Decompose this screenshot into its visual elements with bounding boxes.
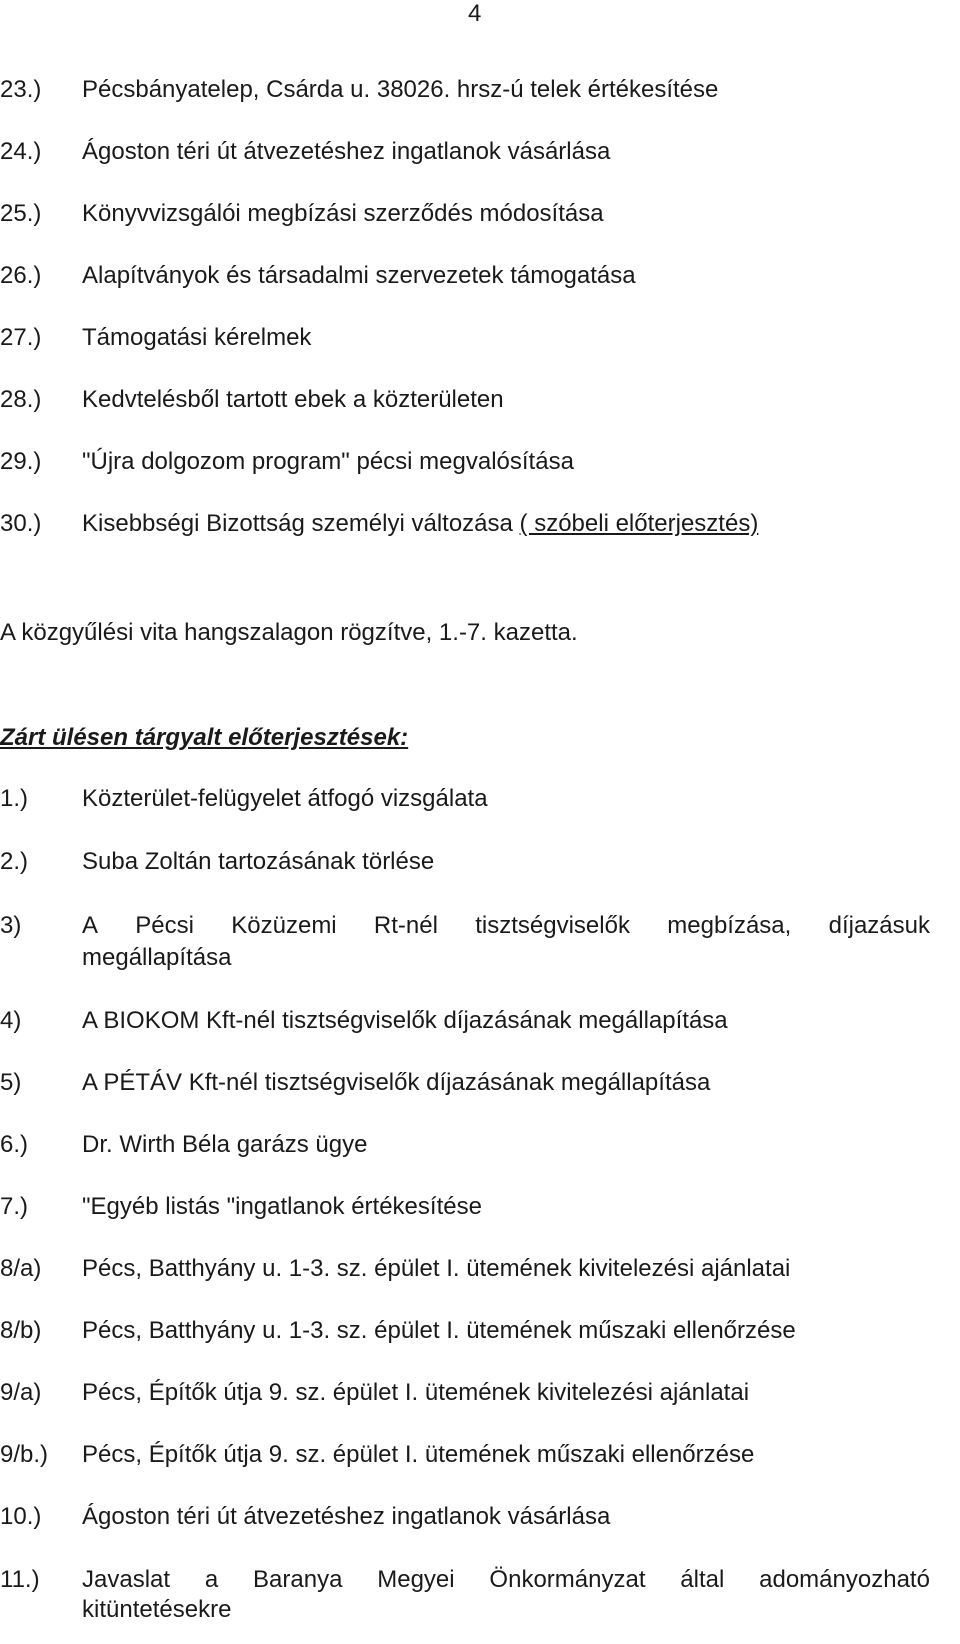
item-number: 7.) [0, 1193, 29, 1220]
item-number: 3) [0, 912, 22, 939]
item-text: Pécs, Batthyány u. 1-3. sz. épület I. ütemének műszaki ellenőrzése [82, 1317, 796, 1344]
item-text-line [82, 912, 930, 940]
item-text [82, 510, 758, 538]
item-text: Ágoston téri út átvezetéshez ingatlanok vásárlása [82, 138, 611, 165]
item-number: 11.) [0, 1566, 40, 1593]
item-text: Támogatási kérelmek [82, 324, 312, 351]
item-number: 10.) [0, 1503, 42, 1530]
word: Rt-nél [373, 912, 438, 939]
item-number: 29.) [0, 448, 42, 475]
word: díjazásuk [828, 912, 930, 939]
item-text: Kedvtelésből tartott ebek a közterületen [82, 386, 504, 413]
item-number: 4) [0, 1007, 22, 1034]
item-number: 8/b) [0, 1317, 42, 1344]
word: Önkormányzat [489, 1566, 646, 1593]
word: a [204, 1566, 219, 1593]
item-text: Ágoston téri út átvezetéshez ingatlanok vásárlása [82, 1503, 611, 1530]
item-text: Pécs, Építők útja 9. sz. épület I. ütemének műszaki ellenőrzése [82, 1441, 755, 1468]
word: megbízása, [667, 912, 792, 939]
item-text-main: Kisebbségi Bizottság személyi változása [82, 510, 520, 537]
word: adományozható [759, 1566, 930, 1593]
word: Megyei [377, 1566, 455, 1593]
item-text: Alapítványok és társadalmi szervezetek támogatása [82, 262, 636, 289]
item-number: 25.) [0, 200, 42, 227]
item-text-continuation: kitüntetésekre [82, 1596, 232, 1623]
item-text: Pécsbányatelep, Csárda u. 38026. hrsz-ú telek értékesítése [82, 76, 719, 103]
recording-note: A közgyűlési vita hangszalagon rögzítve, 1.-7. kazetta. [0, 619, 578, 646]
item-number: 5) [0, 1069, 22, 1096]
word: Baranya [253, 1566, 343, 1593]
oral-presentation-note: ( szóbeli előterjesztés) [519, 510, 759, 537]
word: által [680, 1566, 725, 1593]
item-text: A PÉTÁV Kft-nél tisztségviselők díjazásának megállapítása [82, 1069, 711, 1096]
item-text: "Egyéb listás "ingatlanok értékesítése [82, 1193, 482, 1220]
item-text: Könyvvizsgálói megbízási szerződés módosítása [82, 200, 604, 227]
item-text-continuation: megállapítása [82, 944, 232, 971]
item-text: Suba Zoltán tartozásának törlése [82, 848, 435, 875]
word: tisztségviselők [475, 912, 630, 939]
item-number: 26.) [0, 262, 42, 289]
item-text: Pécs, Batthyány u. 1-3. sz. épület I. ütemének kivitelezési ajánlatai [82, 1255, 791, 1282]
item-number: 8/a) [0, 1255, 42, 1282]
word: A [82, 912, 99, 939]
item-number: 30.) [0, 510, 42, 537]
item-number: 9/a) [0, 1379, 42, 1406]
item-number: 27.) [0, 324, 42, 351]
item-text: Közterület-felügyelet átfogó vizsgálata [82, 785, 488, 812]
item-number: 2.) [0, 848, 29, 875]
closed-session-heading: Zárt ülésen tárgyalt előterjesztések: [0, 724, 409, 751]
item-text: Pécs, Építők útja 9. sz. épület I. ütemének kivitelezési ajánlatai [82, 1379, 750, 1406]
item-text: "Újra dolgozom program" pécsi megvalósítása [82, 448, 574, 475]
item-text-line [82, 1566, 930, 1594]
item-number: 1.) [0, 785, 29, 812]
item-text: Dr. Wirth Béla garázs ügye [82, 1131, 368, 1158]
word: Javaslat [82, 1566, 171, 1593]
word: Közüzemi [231, 912, 337, 939]
item-number: 28.) [0, 386, 42, 413]
item-number: 23.) [0, 76, 42, 103]
page-number: 4 [468, 0, 482, 27]
word: Pécsi [135, 912, 194, 939]
item-number: 24.) [0, 138, 42, 165]
item-text: A BIOKOM Kft-nél tisztségviselők díjazásának megállapítása [82, 1007, 728, 1034]
item-number: 6.) [0, 1131, 29, 1158]
item-number: 9/b.) [0, 1441, 49, 1468]
